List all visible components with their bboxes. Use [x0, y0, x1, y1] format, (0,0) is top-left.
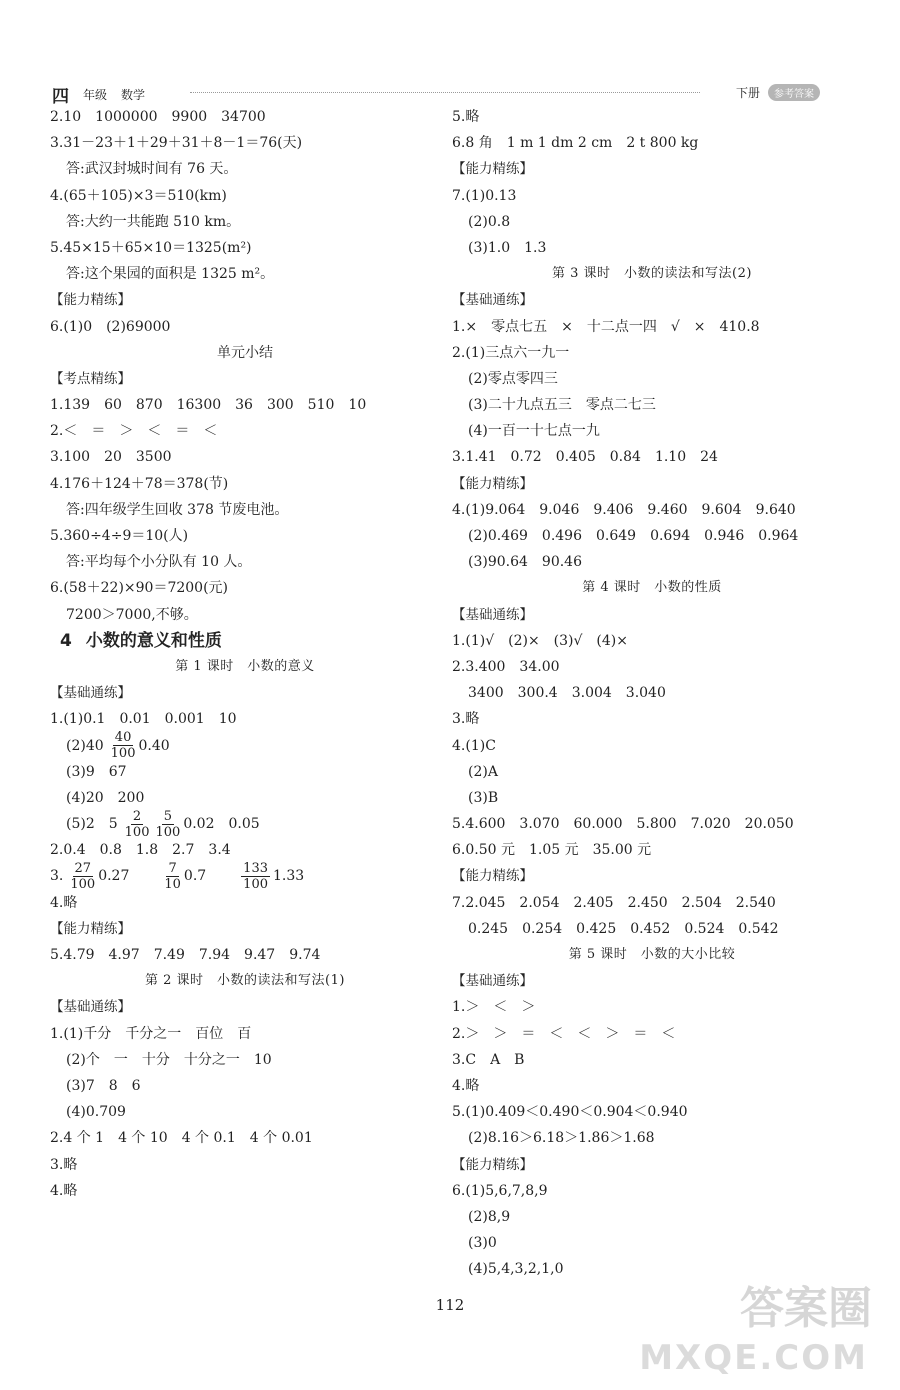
answer-line-indented: 答:四年级学生回收 378 节废电池。 — [66, 501, 289, 518]
answer-line: 1.(1)千分 千分之一 百位 百 — [50, 1025, 252, 1042]
section-tag: 【基础通练】 — [452, 973, 533, 990]
left-column — [50, 104, 440, 1204]
answer-line: 5.略 — [452, 109, 480, 125]
answer-line: 2.＞ ＞ ＝ ＜ ＜ ＞ ＝ ＜ — [452, 1025, 676, 1042]
answer-line-indented: 7200＞7000,不够。 — [66, 606, 198, 623]
answer-line: 2.0.4 0.8 1.8 2.7 3.4 — [50, 842, 231, 859]
answer-line: 4.(1)C — [452, 737, 496, 754]
answer-line-indented: (2)0.469 0.496 0.649 0.694 0.946 0.964 — [468, 528, 799, 544]
answer-line-indented: (2)A — [468, 763, 498, 780]
answer-line: 5.360÷4÷9＝10(人) — [50, 528, 189, 544]
answer-line: 1.＞ ＜ ＞ — [452, 999, 536, 1016]
answer-line-indented: (2)个 一 十分 十分之一 10 — [66, 1051, 272, 1068]
fraction — [241, 861, 270, 892]
answer-line: 1.139 60 870 16300 36 300 510 10 — [50, 397, 367, 414]
section-tag: 【考点精练】 — [50, 370, 131, 387]
answer-line: 2.3.400 34.00 — [452, 658, 560, 675]
section-tag: 【能力精练】 — [50, 920, 131, 937]
header-left — [52, 84, 146, 107]
answer-line: 5.(1)0.409＜0.490＜0.904＜0.940 — [452, 1104, 688, 1121]
grade-label: 年级 — [83, 87, 108, 102]
answer-text: (2)40 — [66, 737, 104, 754]
header-right — [736, 82, 820, 102]
answer-line-indented: 答:这个果园的面积是 1325 m²。 — [66, 266, 275, 283]
fraction-denominator: 100 — [110, 746, 136, 762]
watermark-url: MXQE.COM — [639, 1338, 868, 1378]
answer-line: 6.8 角 1 m 1 dm 2 cm 2 t 800 kg — [452, 135, 699, 152]
answer-text: (5)2 5 — [66, 816, 118, 833]
header-divider — [190, 92, 700, 93]
lesson-title: 第 4 课时 小数的性质 — [582, 580, 722, 596]
fraction — [155, 809, 180, 840]
answer-line-indented: (4)一百一十七点一九 — [468, 423, 600, 440]
answer-text: 0.02 0.05 — [183, 816, 260, 833]
answer-line: 4.176＋124＋78＝378(节) — [50, 475, 229, 492]
section-tag: 【基础通练】 — [50, 685, 131, 702]
fraction — [164, 861, 181, 892]
answer-line: 5.4.79 4.97 7.49 7.94 9.47 9.74 — [50, 947, 321, 963]
answer-line-indented: (3)1.0 1.3 — [468, 239, 547, 256]
answer-line: 4.略 — [50, 1182, 78, 1199]
watermark — [639, 1272, 888, 1382]
answer-line-indented: (3)二十九点五三 零点二七三 — [468, 397, 656, 414]
answer-line-indented: 0.245 0.254 0.425 0.452 0.524 0.542 — [468, 920, 779, 937]
answer-line-indented: 3400 300.4 3.004 3.040 — [468, 685, 666, 702]
answer-line: 2.4 个 1 4 个 10 4 个 0.1 4 个 0.01 — [50, 1130, 313, 1147]
answer-line: 7.2.045 2.054 2.405 2.450 2.504 2.540 — [452, 894, 776, 911]
answer-line: 6.(1)5,6,7,8,9 — [452, 1182, 548, 1199]
answer-line-indented: 答:大约一共能跑 510 km。 — [66, 213, 241, 230]
lesson-title: 第 2 课时 小数的读法和写法(1) — [145, 973, 345, 989]
answer-text: 3. — [50, 868, 64, 885]
answer-line: 4.(65＋105)×3＝510(km) — [50, 187, 227, 204]
answer-line-indented: (3)9 67 — [66, 763, 127, 780]
answer-line: 2.＜ ＝ ＞ ＜ ＝ ＜ — [50, 423, 218, 440]
fraction-denominator: 100 — [155, 824, 181, 840]
answer-line: 5.4.600 3.070 60.000 5.800 7.020 20.050 — [452, 816, 794, 833]
answer-line: 2.10 1000000 9900 34700 — [50, 109, 266, 125]
lesson-title: 第 5 课时 小数的大小比较 — [568, 947, 736, 962]
answer-line: 2.(1)三点六一九一 — [452, 344, 570, 361]
answer-line-indented: (4)5,4,3,2,1,0 — [468, 1261, 564, 1278]
chapter-number: 4 — [60, 630, 72, 651]
answer-line: 7.(1)0.13 — [452, 187, 517, 204]
section-tag: 【基础通练】 — [452, 606, 533, 623]
fraction-numerator: 133 — [243, 861, 268, 877]
answer-line-indented: (3)7 8 6 — [66, 1077, 141, 1094]
answer-line-indented: (2)0.8 — [468, 213, 511, 230]
answer-line-fraction — [50, 730, 440, 762]
section-tag: 【能力精练】 — [452, 1156, 533, 1173]
fraction-numerator: 5 — [163, 808, 173, 824]
answer-line-indented: 答:武汉封城时间有 76 天。 — [66, 161, 238, 178]
answer-line: 3.31－23＋1＋29＋31＋8－1＝76(天) — [50, 135, 303, 152]
fraction — [125, 809, 150, 840]
lesson-title: 第 1 课时 小数的意义 — [175, 658, 315, 674]
volume-label: 下册 — [735, 85, 760, 100]
answer-text: 0.7 — [183, 868, 235, 885]
answer-line: 6.0.50 元 1.05 元 35.00 元 — [452, 842, 652, 859]
answer-text: 0.27 — [98, 868, 158, 885]
answer-badge: 参考答案 — [768, 84, 820, 101]
answer-line-indented: (2)零点零四三 — [468, 370, 558, 387]
answer-line-fraction — [50, 808, 440, 840]
fraction-numerator: 7 — [168, 861, 177, 877]
answer-line-indented: 答:平均每个小分队有 10 人。 — [66, 554, 252, 571]
right-column — [452, 104, 852, 1282]
answer-line: 5.45×15＋65×10＝1325(m²) — [50, 239, 252, 256]
section-tag: 【基础通练】 — [452, 292, 533, 309]
answer-line: 6.(1)0 (2)69000 — [50, 318, 171, 335]
answer-line: 3.C A B — [452, 1051, 525, 1068]
fraction-numerator: 27 — [74, 861, 92, 877]
fraction-denominator: 100 — [70, 877, 96, 893]
answer-text: 1.33 — [273, 868, 305, 885]
chapter-text: 小数的意义和性质 — [85, 630, 222, 651]
answer-line-indented: (3)0 — [468, 1235, 497, 1252]
answer-line: 4.(1)9.064 9.046 9.406 9.460 9.604 9.640 — [452, 501, 796, 518]
fraction-numerator: 2 — [132, 808, 142, 824]
answer-line: 1.(1)√ (2)× (3)√ (4)× — [452, 632, 628, 649]
page-number: 112 — [435, 1296, 465, 1314]
fraction-denominator: 100 — [243, 877, 268, 893]
answer-line: 3.100 20 3500 — [50, 449, 172, 466]
section-tag: 【基础通练】 — [50, 999, 131, 1016]
answer-line: 3.1.41 0.72 0.405 0.84 1.10 24 — [452, 449, 718, 466]
grade-number: 四 — [52, 86, 69, 107]
answer-text: 0.40 — [138, 737, 170, 754]
watermark-logo-text: 答案圈 — [740, 1283, 872, 1334]
answer-line-indented: (2)8,9 — [468, 1208, 511, 1225]
chapter-title — [50, 628, 440, 654]
subject-label: 数学 — [121, 87, 146, 102]
answer-line-indented: (3)B — [468, 789, 499, 806]
fraction-numerator: 40 — [114, 730, 132, 746]
fraction — [111, 730, 136, 761]
answer-line: 3.略 — [50, 1156, 78, 1173]
unit-summary-title: 单元小结 — [217, 344, 273, 361]
section-tag: 【能力精练】 — [452, 161, 533, 178]
answer-line-indented: (3)90.64 90.46 — [468, 554, 582, 571]
lesson-title: 第 3 课时 小数的读法和写法(2) — [552, 266, 752, 282]
section-tag: 【能力精练】 — [452, 475, 533, 492]
answer-line: 4.略 — [50, 894, 78, 911]
answer-line: 3.略 — [452, 711, 480, 728]
answer-line: 4.略 — [452, 1077, 480, 1094]
answer-line-indented: (4)20 200 — [66, 789, 145, 806]
answer-line: 1.(1)0.1 0.01 0.001 10 — [50, 711, 237, 728]
fraction-denominator: 10 — [164, 877, 181, 893]
answer-line: 1.× 零点七五 × 十二点一四 √ × 410.8 — [452, 318, 760, 335]
answer-line-indented: (2)8.16＞6.18＞1.86＞1.68 — [468, 1130, 655, 1147]
answer-line-fraction — [50, 861, 440, 893]
section-tag: 【能力精练】 — [50, 292, 131, 309]
section-tag: 【能力精练】 — [452, 868, 533, 885]
fraction — [70, 861, 95, 892]
fraction-denominator: 100 — [124, 824, 150, 840]
answer-line: 6.(58＋22)×90＝7200(元) — [50, 580, 229, 597]
answer-line-indented: (4)0.709 — [66, 1104, 126, 1121]
